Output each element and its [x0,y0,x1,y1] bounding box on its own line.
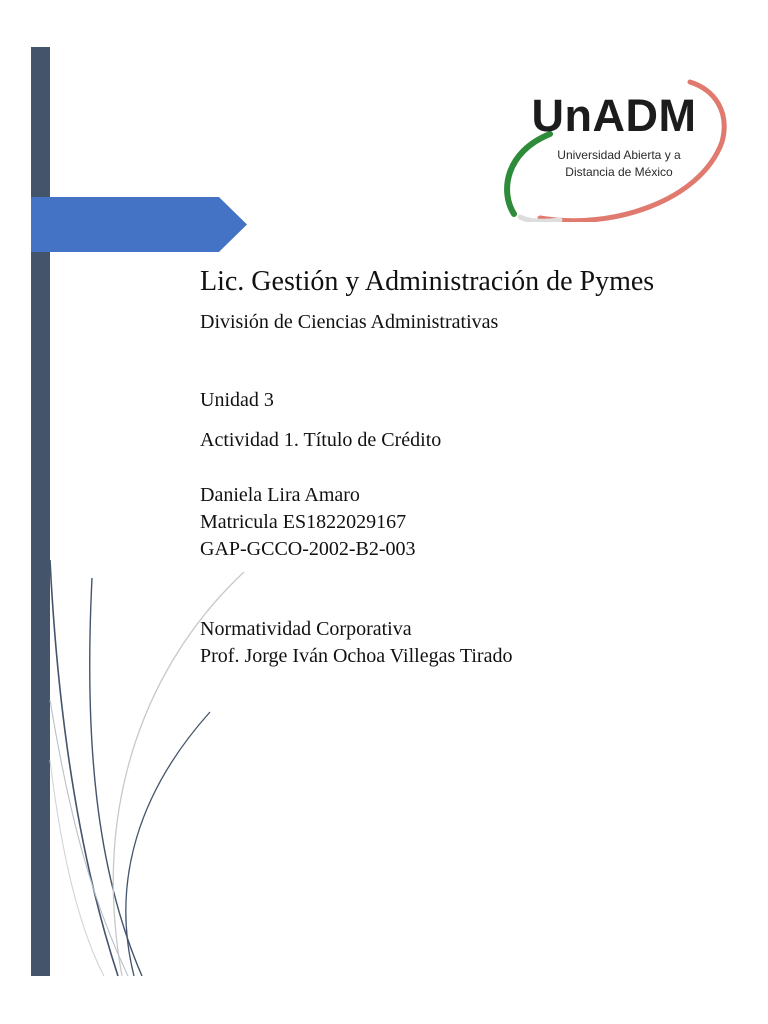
program-title: Lic. Gestión y Administración de Pymes [200,266,655,297]
logo-subtitle-line-1: Universidad Abierta y a [557,148,681,162]
unit-label: Unidad 3 [200,389,274,411]
professor-name: Prof. Jorge Iván Ochoa Villegas Tirado [200,645,513,667]
logo-subtitle-line-2: Distancia de México [565,165,673,179]
activity-title: Actividad 1. Título de Crédito [200,429,442,451]
student-name: Daniela Lira Amaro [200,484,360,506]
subject-name: Normatividad Corporativa [200,618,412,640]
group-code: GAP-GCCO-2002-B2-003 [200,538,416,560]
unadm-logo [500,72,730,222]
student-matricula: Matricula ES1822029167 [200,511,407,533]
division-name: División de Ciencias Administrativas [200,311,499,333]
logo-title: UnADM [531,90,697,141]
